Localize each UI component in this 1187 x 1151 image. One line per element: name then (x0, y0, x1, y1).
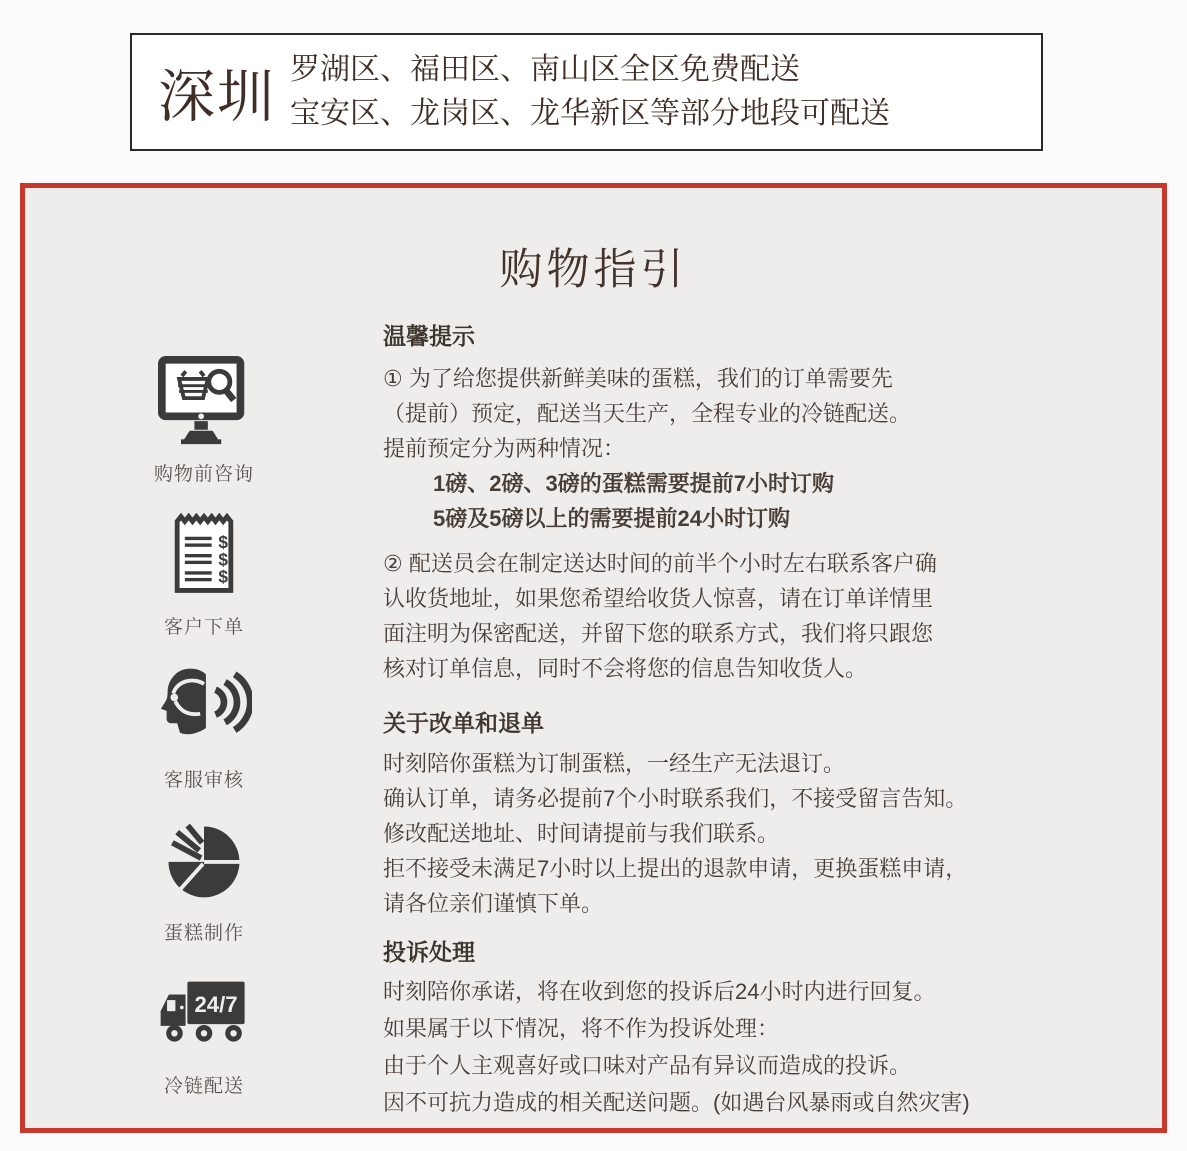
step-label: 冷链配送 (163, 1076, 244, 1097)
tips-paragraph1-line: ① 为了给您提供新鲜美味的蛋糕，我们的订单需要先 (383, 366, 893, 391)
free-delivery-line: 罗湖区、福田区、南山区全区免费配送 (290, 53, 800, 86)
change-policy-line: 修改配送地址、时间请提前与我们联系。 (383, 821, 780, 846)
step-label: 客户下单 (163, 617, 244, 638)
section-heading-complaint: 投诉处理 (383, 939, 475, 965)
tips-paragraph2-line: 核对订单信息，同时不会将您的信息告知收货人。 (383, 656, 868, 681)
cake-pie-icon (156, 814, 252, 906)
delivery-area-lines (290, 48, 890, 136)
step-cake-making (156, 814, 252, 945)
section-heading-change: 关于改单和退单 (383, 710, 544, 736)
shopping-guide-panel (20, 183, 1167, 1133)
step-customer-order (156, 508, 252, 639)
change-policy-line: 确认订单，请务必提前7个小时联系我们，不接受留言告知。 (383, 786, 968, 811)
delivery-area-banner (130, 33, 1043, 151)
step-label: 客服审核 (163, 770, 244, 791)
complaint-policy-line: 因不可抗力造成的相关配送问题。(如遇台风暴雨或自然灾害) (383, 1090, 970, 1115)
guide-columns (25, 321, 1162, 1121)
tips-advance-rule: 1磅、2磅、3磅的蛋糕需要提前7小时订购 (433, 471, 834, 496)
tips-paragraph2-line: 认收货地址，如果您希望给收货人惊喜，请在订单详情里 (383, 586, 934, 611)
process-steps (25, 321, 383, 1121)
tips-paragraph1-line: 提前预定分为两种情况： (383, 436, 626, 461)
support-headset-icon (156, 661, 252, 753)
step-cold-chain-delivery (156, 967, 252, 1098)
city-name: 深圳 (158, 65, 276, 129)
step-label: 蛋糕制作 (163, 923, 244, 944)
svg-text:$: $ (218, 532, 228, 553)
complaint-policy-line: 由于个人主观喜好或口味对产品有异议而造成的投诉。 (383, 1053, 912, 1078)
step-label: 购物前咨询 (153, 464, 254, 485)
monitor-search-icon (156, 355, 252, 447)
svg-text:$: $ (218, 549, 228, 570)
section-heading-tips: 温馨提示 (383, 323, 475, 349)
partial-delivery-line: 宝安区、龙岗区、龙华新区等部分地段可配送 (290, 97, 890, 130)
change-policy-line: 时刻陪你蛋糕为订制蛋糕，一经生产无法退订。 (383, 751, 846, 776)
tips-paragraph2-line: 面注明为保密配送，并留下您的联系方式，我们将只跟您 (383, 621, 934, 646)
change-policy-line: 拒不接受未满足7小时以上提出的退款申请，更换蛋糕申请， (383, 856, 968, 881)
delivery-truck-icon (156, 967, 252, 1059)
step-pre-purchase-consult (154, 355, 254, 486)
guide-text-content (383, 321, 1162, 1121)
tips-paragraph2-line: ② 配送员会在制定送达时间的前半个小时左右联系客户确 (383, 551, 937, 576)
tips-paragraph1-line: （提前）预定，配送当天生产，全程专业的冷链配送。 (383, 401, 912, 426)
change-policy-line: 请各位亲们谨慎下单。 (383, 891, 604, 916)
svg-text:$: $ (218, 566, 228, 587)
page-title: 购物指引 (499, 246, 688, 294)
svg-text:24/7: 24/7 (194, 992, 238, 1018)
step-service-review (156, 661, 252, 792)
complaint-policy-line: 如果属于以下情况，将不作为投诉处理： (383, 1016, 780, 1041)
tips-advance-rule: 5磅及5磅以上的需要提前24小时订购 (433, 506, 790, 531)
complaint-policy-line: 时刻陪你承诺，将在收到您的投诉后24小时内进行回复。 (383, 979, 936, 1004)
complaint-section (383, 937, 1132, 1121)
order-receipt-icon (156, 508, 252, 600)
